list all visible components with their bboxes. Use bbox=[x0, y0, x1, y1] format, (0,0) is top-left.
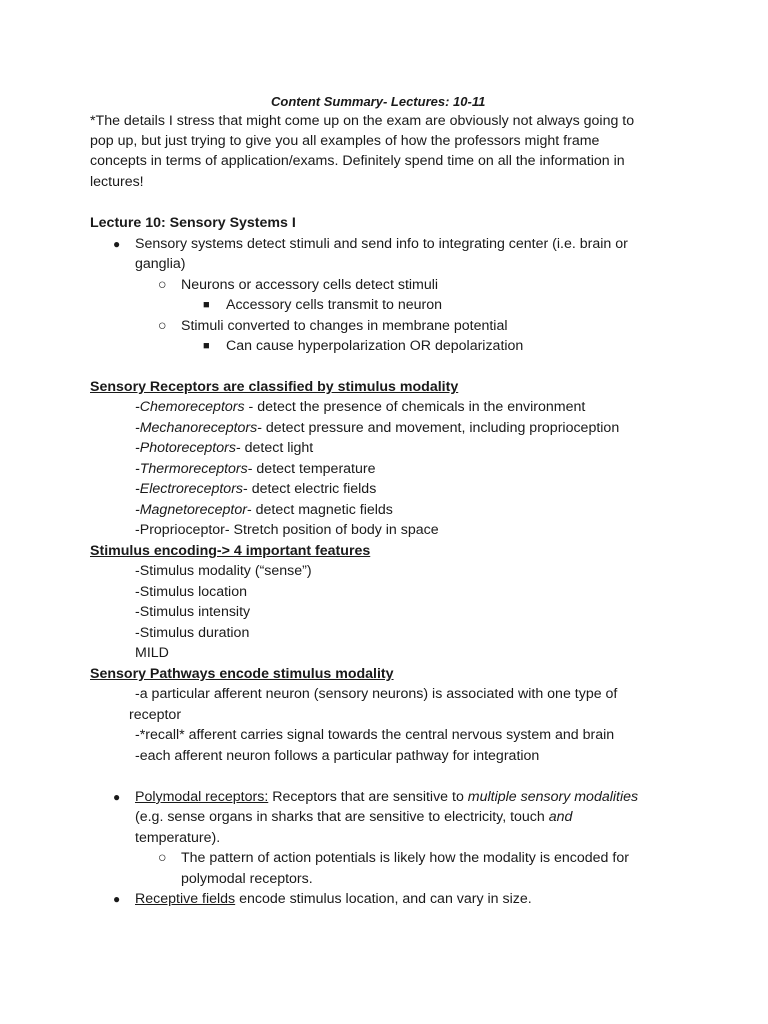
receptive-fields-line: Receptive fields encode stimulus location, and can vary in size. bbox=[135, 891, 532, 907]
encoding-item: -Stimulus intensity bbox=[135, 604, 251, 620]
receptor-item: -Electroreceptors- detect electric fields bbox=[135, 481, 377, 497]
receptors-heading: Sensory Receptors are classified by stimulus modality bbox=[90, 379, 459, 395]
receptor-item: -Photoreceptors- detect light bbox=[135, 440, 314, 456]
polymodal-line-1: Polymodal receptors: Receptors that are sensitive to multiple sensory modalities bbox=[135, 789, 639, 805]
sub-bullet-text: Neurons or accessory cells detect stimuli bbox=[181, 277, 439, 293]
lecture-heading: Lecture 10: Sensory Systems I bbox=[90, 215, 296, 231]
polymodal-line-2: (e.g. sense organs in sharks that are sensitive to electricity, touch and bbox=[135, 809, 573, 825]
page-title: Content Summary- Lectures: 10-11 bbox=[271, 94, 486, 109]
intro-line-2: pop up, but just trying to give you all examples of how the professors might frame bbox=[90, 133, 600, 149]
circle-bullet-icon: ○ bbox=[158, 318, 167, 334]
pathways-line: receptor bbox=[129, 707, 182, 723]
encoding-item: -Stimulus duration bbox=[135, 625, 250, 641]
bullet-text: Sensory systems detect stimuli and send info to integrating center (i.e. brain or bbox=[135, 236, 628, 252]
intro-line-3: concepts in terms of application/exams. Definitely spend time on all the information in bbox=[90, 153, 625, 169]
circle-bullet-icon: ○ bbox=[158, 277, 167, 293]
subsub-bullet-text: Can cause hyperpolarization OR depolarization bbox=[226, 338, 524, 354]
bullet-text-cont: ganglia) bbox=[135, 256, 186, 272]
polymodal-sub-line-2: polymodal receptors. bbox=[181, 871, 313, 887]
encoding-heading: Stimulus encoding-> 4 important features bbox=[90, 543, 371, 559]
pathways-line: -each afferent neuron follows a particular pathway for integration bbox=[135, 748, 540, 764]
polymodal-sub-line-1: The pattern of action potentials is likely how the modality is encoded for bbox=[181, 850, 629, 866]
subsub-bullet-text: Accessory cells transmit to neuron bbox=[226, 297, 443, 313]
receptor-item: -Magnetoreceptor- detect magnetic fields bbox=[135, 502, 393, 518]
pathways-heading: Sensory Pathways encode stimulus modality bbox=[90, 666, 394, 682]
square-bullet-icon: ■ bbox=[203, 299, 210, 311]
bullet-icon: ● bbox=[113, 790, 121, 804]
pathways-line: -*recall* afferent carries signal towards the central nervous system and brain bbox=[135, 727, 615, 743]
receptor-item: -Chemoreceptors - detect the presence of chemicals in the environment bbox=[135, 399, 586, 415]
intro-line-1: *The details I stress that might come up on the exam are obviously not always going to bbox=[90, 113, 635, 129]
circle-bullet-icon: ○ bbox=[158, 850, 167, 866]
square-bullet-icon: ■ bbox=[203, 340, 210, 352]
bullet-icon: ● bbox=[113, 892, 121, 906]
receptor-item: -Thermoreceptors- detect temperature bbox=[135, 461, 376, 477]
encoding-item: -Stimulus location bbox=[135, 584, 247, 600]
bullet-icon: ● bbox=[113, 237, 121, 251]
receptor-item: -Mechanoreceptors- detect pressure and movement, including proprioception bbox=[135, 420, 620, 436]
receptor-item: -Proprioceptor- Stretch position of body in space bbox=[135, 522, 439, 538]
receptive-fields-term: Receptive fields bbox=[135, 891, 236, 907]
pathways-line: -a particular afferent neuron (sensory neurons) is associated with one type of bbox=[135, 686, 618, 702]
polymodal-line-3: temperature). bbox=[135, 830, 221, 846]
intro-line-4: lectures! bbox=[90, 174, 144, 190]
encoding-mnemonic: MILD bbox=[135, 645, 169, 661]
sub-bullet-text: Stimuli converted to changes in membrane potential bbox=[181, 318, 508, 334]
polymodal-term: Polymodal receptors: bbox=[135, 789, 269, 805]
encoding-item: -Stimulus modality (“sense”) bbox=[135, 563, 312, 579]
